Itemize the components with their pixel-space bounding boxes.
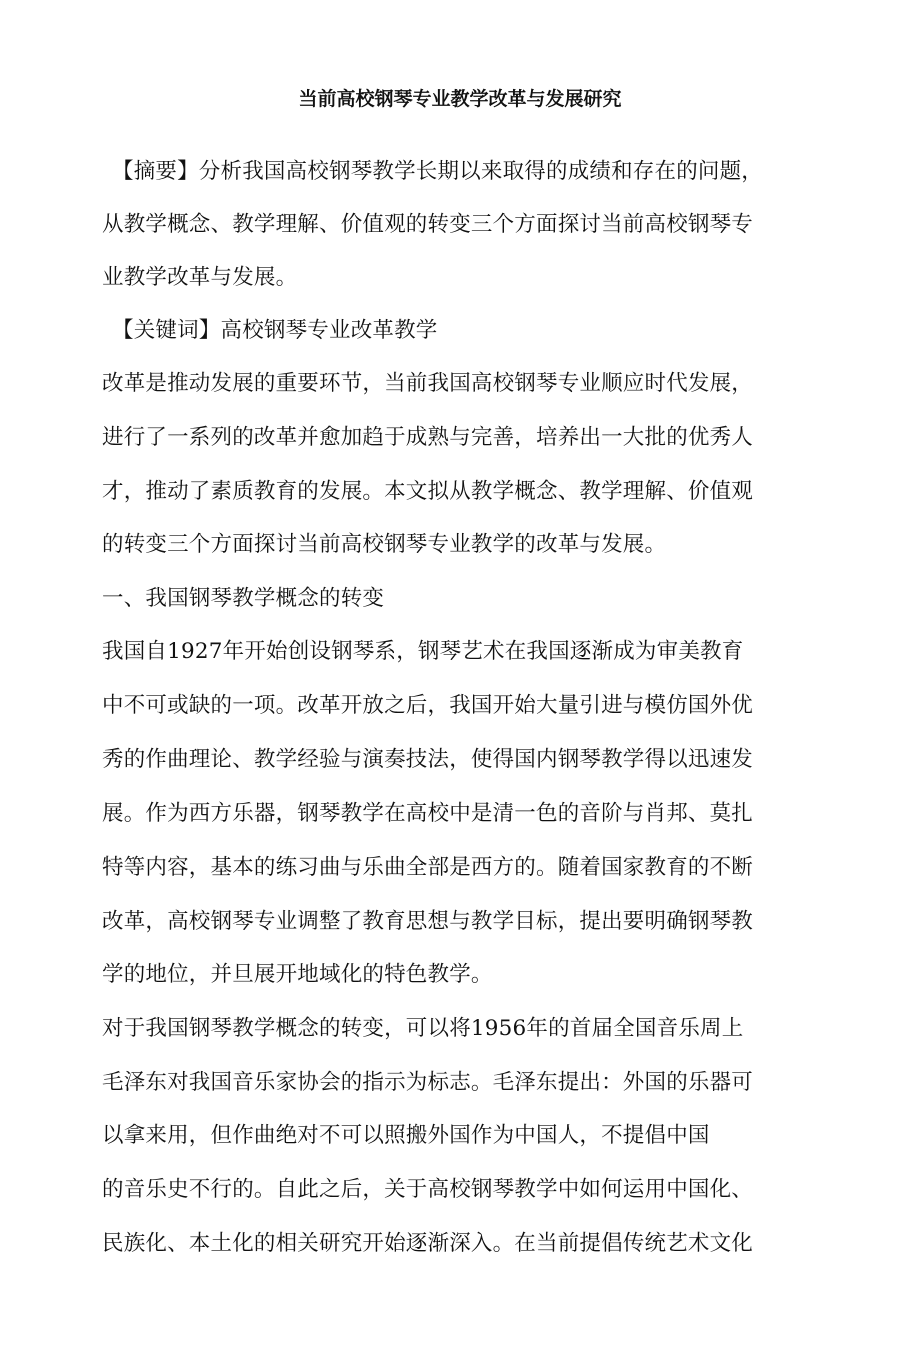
body-line: 秀的作曲理论、教学经验与演奏技法，使得国内钢琴教学得以迅速发 (102, 747, 754, 772)
body-line: 特等内容，基本的练习曲与乐曲全部是西方的。随着国家教育的不断 (102, 855, 754, 880)
section-heading-1: 一、我国钢琴教学概念的转变 (102, 586, 385, 611)
keywords-line: 【关键词】高校钢琴专业改革教学 (112, 318, 438, 343)
body-line: 民族化、本土化的相关研究开始逐渐深入。在当前提倡传统艺术文化 (102, 1231, 754, 1256)
body-line: 的音乐史不行的。自此之后，关于高校钢琴教学中如何运用中国化、 (102, 1177, 754, 1202)
body-line: 对于我国钢琴教学概念的转变，可以将1956年的首届全国音乐周上 (102, 1016, 744, 1041)
body-line: 展。作为西方乐器，钢琴教学在高校中是清一色的音阶与肖邦、莫扎 (102, 801, 754, 826)
body-line: 改革，高校钢琴专业调整了教育思想与教学目标，提出要明确钢琴教 (102, 909, 754, 934)
document-title: 当前高校钢琴专业教学改革与发展研究 (298, 88, 622, 110)
body-line: 以拿来用，但作曲绝对不可以照搬外国作为中国人，不提倡中国 (102, 1123, 710, 1148)
body-line: 中不可或缺的一项。改革开放之后，我国开始大量引进与模仿国外优 (102, 693, 754, 718)
abstract-line-1: 【摘要】分析我国高校钢琴教学长期以来取得的成绩和存在的问题， (112, 159, 764, 184)
body-line: 才，推动了素质教育的发展。本文拟从教学概念、教学理解、价值观 (102, 479, 754, 504)
abstract-line-2: 从教学概念、教学理解、价值观的转变三个方面探讨当前高校钢琴专 (102, 212, 754, 237)
body-line: 学的地位，并旦展开地域化的特色教学。 (102, 962, 493, 987)
abstract-line-3: 业教学改革与发展。 (102, 265, 298, 290)
body-line: 我国自1927年开始创设钢琴系，钢琴艺术在我国逐渐成为审美教育 (102, 639, 744, 664)
body-line: 的转变三个方面探讨当前高校钢琴专业教学的改革与发展。 (102, 532, 667, 557)
body-line: 进行了一系列的改革并愈加趋于成熟与完善，培养出一大批的优秀人 (102, 425, 754, 450)
body-line: 毛泽东对我国音乐家协会的指示为标志。毛泽东提出：外国的乐器可 (102, 1070, 754, 1095)
body-line: 改革是推动发展的重要环节，当前我国高校钢琴专业顺应时代发展， (102, 371, 754, 396)
